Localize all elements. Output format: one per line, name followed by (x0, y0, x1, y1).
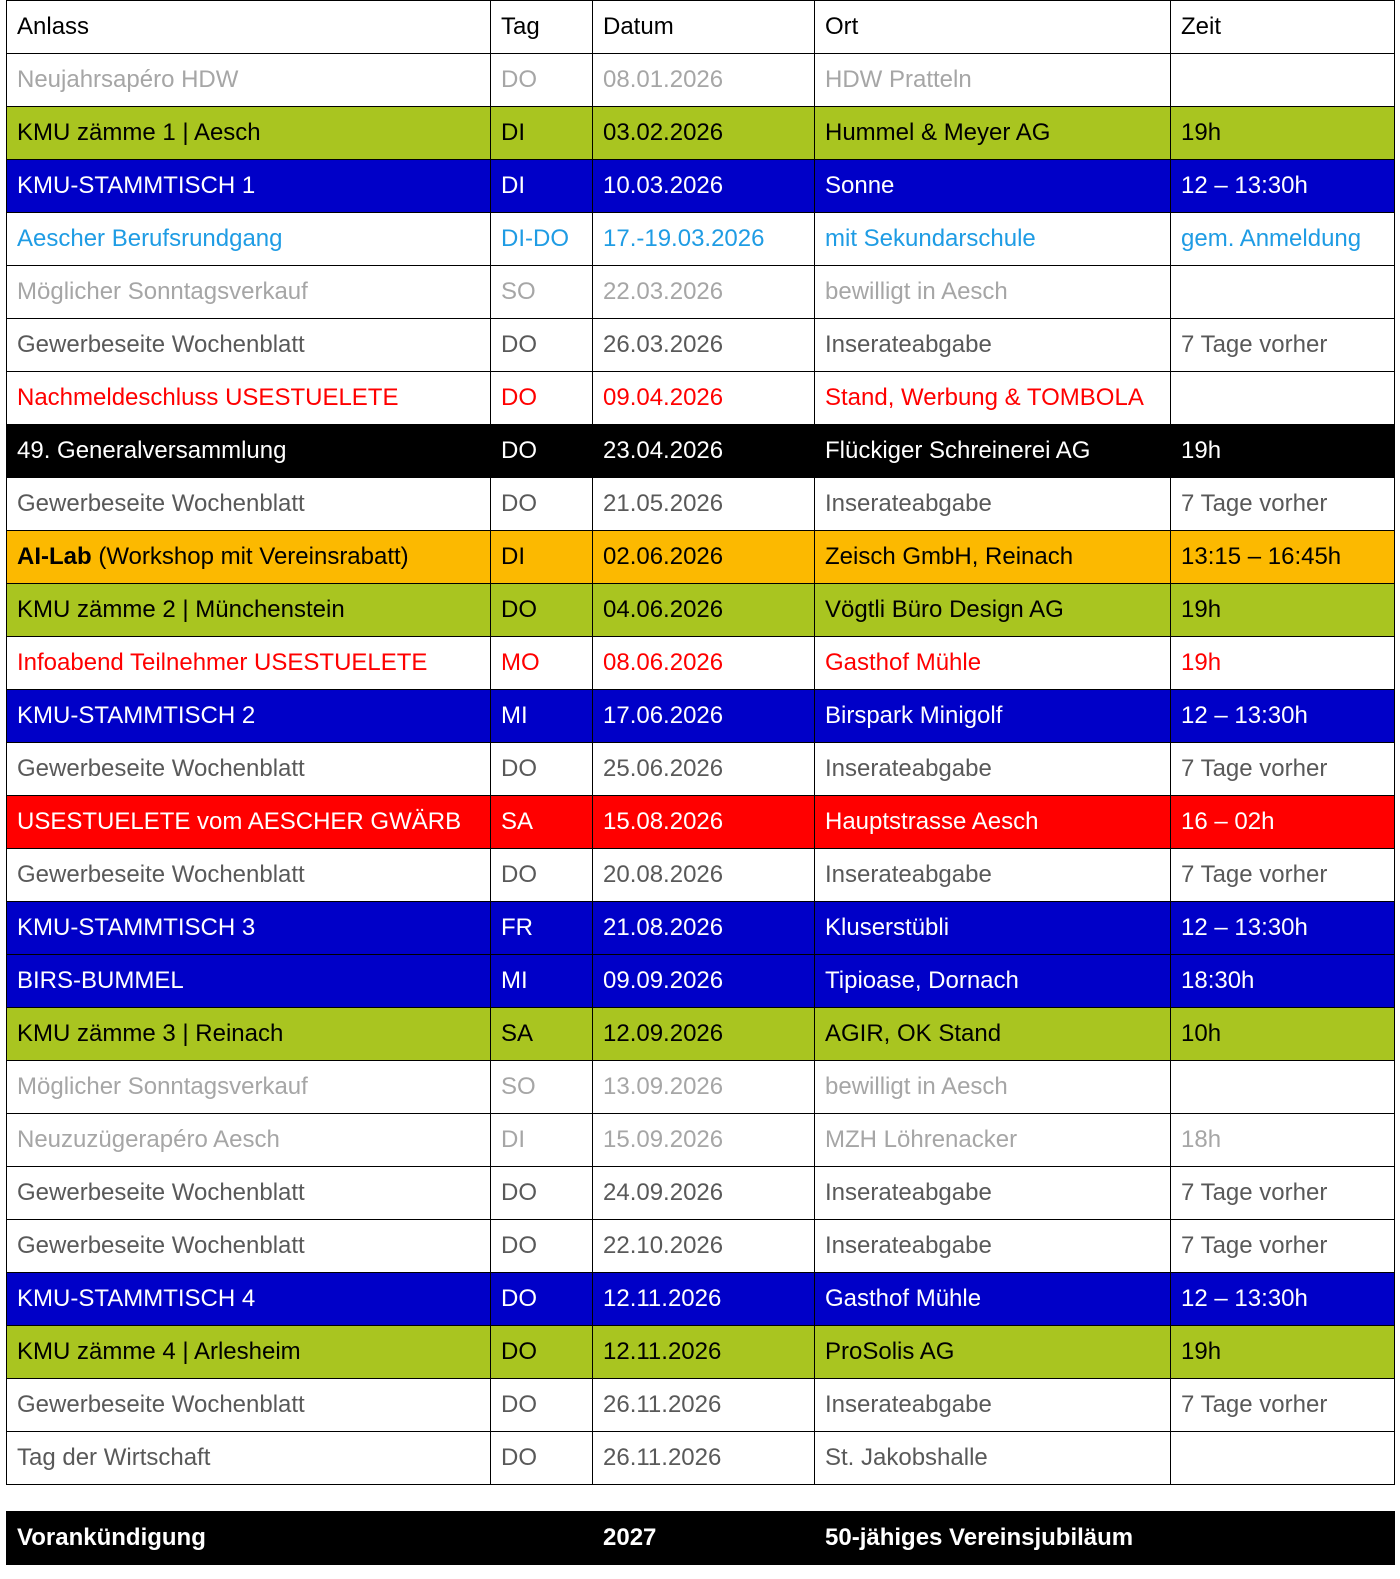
cell-zeit: 7 Tage vorher (1171, 1379, 1395, 1432)
cell-anlass: Neuzuzügerapéro Aesch (7, 1114, 491, 1167)
cell-tag: DO (491, 1432, 593, 1485)
cell-ort: Inserateabgabe (815, 1379, 1171, 1432)
cell-ort: MZH Löhrenacker (815, 1114, 1171, 1167)
preannouncement-label: Vorankündigung (7, 1512, 491, 1565)
cell-anlass: Infoabend Teilnehmer USESTUELETE (7, 637, 491, 690)
cell-datum: 12.09.2026 (593, 1008, 815, 1061)
cell-tag: DI (491, 531, 593, 584)
cell-ort: bewilligt in Aesch (815, 266, 1171, 319)
cell-datum: 09.09.2026 (593, 955, 815, 1008)
cell-ort: mit Sekundarschule (815, 213, 1171, 266)
table-row (7, 1061, 1395, 1114)
cell-datum: 26.11.2026 (593, 1432, 815, 1485)
table-row (7, 637, 1395, 690)
cell-zeit: 13:15 – 16:45h (1171, 531, 1395, 584)
cell-zeit: 16 – 02h (1171, 796, 1395, 849)
cell-zeit (1171, 54, 1395, 107)
preannouncement-year: 2027 (593, 1512, 815, 1565)
cell-ort: Hummel & Meyer AG (815, 107, 1171, 160)
cell-tag: DO (491, 425, 593, 478)
cell-datum: 02.06.2026 (593, 531, 815, 584)
table-row (7, 743, 1395, 796)
table-row (7, 319, 1395, 372)
cell-ort: AGIR, OK Stand (815, 1008, 1171, 1061)
cell-datum: 13.09.2026 (593, 1061, 815, 1114)
cell-tag: DO (491, 849, 593, 902)
cell-anlass: BIRS-BUMMEL (7, 955, 491, 1008)
cell-ort: ProSolis AG (815, 1326, 1171, 1379)
cell-datum: 12.11.2026 (593, 1326, 815, 1379)
table-row (7, 1379, 1395, 1432)
cell-datum: 23.04.2026 (593, 425, 815, 478)
cell-datum: 22.10.2026 (593, 1220, 815, 1273)
cell-zeit: 7 Tage vorher (1171, 478, 1395, 531)
cell-anlass: Gewerbeseite Wochenblatt (7, 1379, 491, 1432)
cell-anlass: KMU zämme 1 | Aesch (7, 107, 491, 160)
cell-tag: DO (491, 1273, 593, 1326)
cell-tag: DO (491, 1167, 593, 1220)
table-row (7, 372, 1395, 425)
table-row (7, 690, 1395, 743)
cell-tag: SO (491, 266, 593, 319)
table-row (7, 584, 1395, 637)
table-row (7, 531, 1395, 584)
cell-zeit: 18h (1171, 1114, 1395, 1167)
cell-ort: Gasthof Mühle (815, 637, 1171, 690)
cell-tag: MI (491, 690, 593, 743)
cell-ort: St. Jakobshalle (815, 1432, 1171, 1485)
cell-datum: 21.05.2026 (593, 478, 815, 531)
cell-zeit: 7 Tage vorher (1171, 743, 1395, 796)
cell-datum: 21.08.2026 (593, 902, 815, 955)
preannouncement-row (7, 1512, 1395, 1565)
cell-ort: Kluserstübli (815, 902, 1171, 955)
event-calendar-table (6, 0, 1395, 1485)
preannouncement-table (6, 1511, 1395, 1565)
cell-zeit: 19h (1171, 1326, 1395, 1379)
calendar-body (7, 1, 1395, 1485)
cell-datum: 26.11.2026 (593, 1379, 815, 1432)
table-row (7, 902, 1395, 955)
table-row (7, 796, 1395, 849)
cell-datum: 04.06.2026 (593, 584, 815, 637)
cell-ort: Flückiger Schreinerei AG (815, 425, 1171, 478)
cell-ort: Inserateabgabe (815, 1167, 1171, 1220)
cell-anlass: Neujahrsapéro HDW (7, 54, 491, 107)
cell-anlass: KMU-STAMMTISCH 1 (7, 160, 491, 213)
cell-datum: 15.09.2026 (593, 1114, 815, 1167)
cell-datum: 26.03.2026 (593, 319, 815, 372)
cell-zeit (1171, 1432, 1395, 1485)
cell-datum: 20.08.2026 (593, 849, 815, 902)
cell-ort: Tipioase, Dornach (815, 955, 1171, 1008)
cell-anlass: Gewerbeseite Wochenblatt (7, 319, 491, 372)
cell-zeit: 7 Tage vorher (1171, 1167, 1395, 1220)
footer-section (6, 1511, 1394, 1565)
cell-zeit: 19h (1171, 637, 1395, 690)
cell-ort: Hauptstrasse Aesch (815, 796, 1171, 849)
preannouncement-spacer (491, 1512, 593, 1565)
cell-ort: Gasthof Mühle (815, 1273, 1171, 1326)
table-row (7, 1326, 1395, 1379)
cell-anlass: Gewerbeseite Wochenblatt (7, 1167, 491, 1220)
cell-datum: 15.08.2026 (593, 796, 815, 849)
cell-ort: Inserateabgabe (815, 319, 1171, 372)
cell-tag: DI (491, 107, 593, 160)
cell-tag: DO (491, 743, 593, 796)
column-header-ort: Ort (815, 1, 1171, 54)
cell-anlass: USESTUELETE vom AESCHER GWÄRB (7, 796, 491, 849)
cell-zeit: 7 Tage vorher (1171, 1220, 1395, 1273)
cell-tag: DO (491, 1379, 593, 1432)
table-row (7, 266, 1395, 319)
cell-tag: DI (491, 1114, 593, 1167)
cell-datum: 09.04.2026 (593, 372, 815, 425)
cell-zeit (1171, 1061, 1395, 1114)
cell-tag: DO (491, 372, 593, 425)
column-header-zeit: Zeit (1171, 1, 1395, 54)
cell-tag: DO (491, 1326, 593, 1379)
cell-datum: 17.-19.03.2026 (593, 213, 815, 266)
cell-zeit: 19h (1171, 107, 1395, 160)
cell-anlass: Tag der Wirtschaft (7, 1432, 491, 1485)
cell-ort: Birspark Minigolf (815, 690, 1171, 743)
cell-ort: Inserateabgabe (815, 478, 1171, 531)
table-row (7, 1273, 1395, 1326)
cell-tag: MI (491, 955, 593, 1008)
cell-tag: DI-DO (491, 213, 593, 266)
table-row (7, 1114, 1395, 1167)
cell-anlass: KMU zämme 4 | Arlesheim (7, 1326, 491, 1379)
cell-anlass: AI-Lab (Workshop mit Vereinsrabatt) (7, 531, 491, 584)
cell-ort: Inserateabgabe (815, 743, 1171, 796)
cell-datum: 10.03.2026 (593, 160, 815, 213)
cell-tag: DO (491, 54, 593, 107)
cell-tag: DI (491, 160, 593, 213)
cell-anlass: Gewerbeseite Wochenblatt (7, 1220, 491, 1273)
cell-ort: bewilligt in Aesch (815, 1061, 1171, 1114)
cell-zeit: 12 – 13:30h (1171, 1273, 1395, 1326)
cell-datum: 24.09.2026 (593, 1167, 815, 1220)
cell-tag: DO (491, 478, 593, 531)
cell-zeit: 12 – 13:30h (1171, 902, 1395, 955)
table-row (7, 213, 1395, 266)
table-row (7, 54, 1395, 107)
cell-anlass: KMU zämme 3 | Reinach (7, 1008, 491, 1061)
cell-anlass: Möglicher Sonntagsverkauf (7, 1061, 491, 1114)
cell-ort: Inserateabgabe (815, 1220, 1171, 1273)
cell-ort: Sonne (815, 160, 1171, 213)
cell-ort: Vögtli Büro Design AG (815, 584, 1171, 637)
table-row (7, 1220, 1395, 1273)
cell-ort: HDW Pratteln (815, 54, 1171, 107)
table-row (7, 1432, 1395, 1485)
cell-ort: Zeisch GmbH, Reinach (815, 531, 1171, 584)
table-row (7, 160, 1395, 213)
cell-anlass: KMU zämme 2 | Münchenstein (7, 584, 491, 637)
cell-tag: SA (491, 1008, 593, 1061)
cell-zeit: 7 Tage vorher (1171, 849, 1395, 902)
cell-ort: Stand, Werbung & TOMBOLA (815, 372, 1171, 425)
cell-anlass: Möglicher Sonntagsverkauf (7, 266, 491, 319)
table-header-row (7, 1, 1395, 54)
cell-anlass: Gewerbeseite Wochenblatt (7, 743, 491, 796)
cell-anlass: Aescher Berufsrundgang (7, 213, 491, 266)
cell-zeit: 18:30h (1171, 955, 1395, 1008)
cell-datum: 12.11.2026 (593, 1273, 815, 1326)
table-row (7, 1167, 1395, 1220)
cell-tag: SA (491, 796, 593, 849)
cell-datum: 08.01.2026 (593, 54, 815, 107)
cell-anlass: Gewerbeseite Wochenblatt (7, 849, 491, 902)
cell-zeit (1171, 372, 1395, 425)
cell-anlass: Gewerbeseite Wochenblatt (7, 478, 491, 531)
preannouncement-note: 50-jähiges Vereinsjubiläum (815, 1512, 1395, 1565)
cell-zeit (1171, 266, 1395, 319)
cell-ort: Inserateabgabe (815, 849, 1171, 902)
table-row (7, 955, 1395, 1008)
cell-datum: 08.06.2026 (593, 637, 815, 690)
cell-zeit: gem. Anmeldung (1171, 213, 1395, 266)
cell-datum: 25.06.2026 (593, 743, 815, 796)
column-header-tag: Tag (491, 1, 593, 54)
table-row (7, 425, 1395, 478)
cell-zeit: 7 Tage vorher (1171, 319, 1395, 372)
cell-tag: DO (491, 584, 593, 637)
cell-anlass: KMU-STAMMTISCH 3 (7, 902, 491, 955)
cell-zeit: 19h (1171, 425, 1395, 478)
table-row (7, 107, 1395, 160)
cell-tag: DO (491, 319, 593, 372)
column-header-anlass: Anlass (7, 1, 491, 54)
cell-zeit: 10h (1171, 1008, 1395, 1061)
cell-zeit: 12 – 13:30h (1171, 690, 1395, 743)
cell-datum: 03.02.2026 (593, 107, 815, 160)
cell-anlass: Nachmeldeschluss USESTUELETE (7, 372, 491, 425)
cell-zeit: 12 – 13:30h (1171, 160, 1395, 213)
cell-tag: MO (491, 637, 593, 690)
table-row (7, 849, 1395, 902)
cell-datum: 17.06.2026 (593, 690, 815, 743)
cell-anlass: 49. Generalversammlung (7, 425, 491, 478)
cell-tag: DO (491, 1220, 593, 1273)
cell-tag: SO (491, 1061, 593, 1114)
table-row (7, 1008, 1395, 1061)
cell-anlass: KMU-STAMMTISCH 4 (7, 1273, 491, 1326)
table-row (7, 478, 1395, 531)
cell-zeit: 19h (1171, 584, 1395, 637)
cell-anlass: KMU-STAMMTISCH 2 (7, 690, 491, 743)
cell-tag: FR (491, 902, 593, 955)
cell-datum: 22.03.2026 (593, 266, 815, 319)
column-header-datum: Datum (593, 1, 815, 54)
